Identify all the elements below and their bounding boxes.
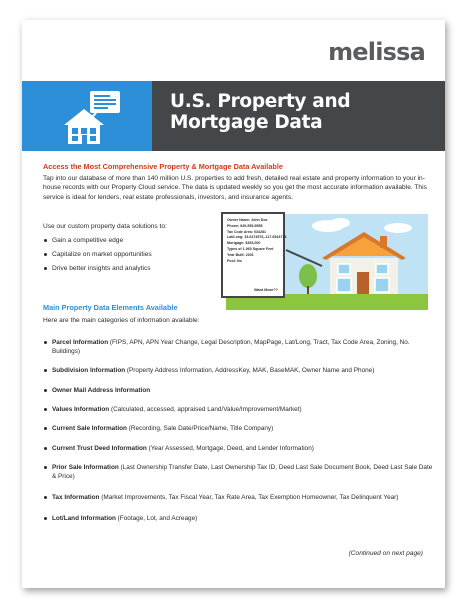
item-title: Current Sale Information (52, 425, 127, 432)
list-item (43, 366, 437, 375)
house-with-card-icon (60, 85, 132, 147)
item-title: Lot/Land Information (52, 515, 116, 522)
item-title: Current Trust Deed Information (52, 445, 147, 452)
item-detail: (Last Ownership Transfer Date, Last Ownership Tax ID, Deed Last Sale Document Book, Deed Last Sale Date & Price) (52, 464, 433, 481)
page-title (170, 91, 350, 133)
banner-icon-panel (22, 81, 152, 151)
list-item (43, 463, 437, 482)
item-title: Tax Information (52, 494, 100, 501)
card-row: Phone: 949-555-5555 (227, 223, 263, 228)
intro-paragraph: Tap into our database of more than 140 million U.S. properties to add fresh, detailed real estate and property information to your in-house records with our Property Cloud service. The data is updated weekly so you get the most accurate information available. This service is ideal for lenders, real estate professionals, investors, and insurance agents. (43, 175, 427, 201)
card-row: Types of 1-960 Square Feet (227, 246, 274, 251)
item-title: Subdivision Information (52, 367, 126, 374)
card-row: Mortgage: $393,000 (227, 241, 261, 246)
item-detail: (Calculated, accessed, appraised Land/Value/Improvement/Market) (109, 406, 302, 413)
item-detail: (Footage, Lot, and Acreage) (115, 515, 198, 522)
title-line-2: Mortgage Data (170, 112, 323, 133)
document-page (22, 20, 445, 588)
use-intro-line: Use our custom property data solutions to: (43, 223, 167, 230)
use-list (43, 236, 152, 278)
list-item (43, 386, 437, 395)
list-item (43, 405, 437, 414)
item-detail: (Recording, Sale Date/Price/Name, Title Company) (126, 425, 274, 432)
card-want-more: Want More?? (254, 288, 278, 292)
item-title: Values Information (52, 406, 110, 413)
use-item: Drive better insights and analytics (43, 264, 152, 278)
card-row: Tax Code Area: 034281 (227, 229, 266, 234)
item-detail: (Year Assessed, Mortgage, Deed, and Lender Information) (146, 445, 314, 452)
melissa-logo: melissa (328, 38, 425, 66)
list-item (43, 444, 437, 453)
list-item (43, 338, 437, 357)
card-row: Lat/Long: 33.6374576,-117.6543718 (227, 235, 287, 240)
item-detail: (Property Address Information, AddressKey, MAK, BaseMAK, Owner Name and Phone) (125, 367, 375, 374)
list-item (43, 493, 437, 502)
use-item: Gain a competitive edge (43, 236, 152, 250)
title-line-1: U.S. Property and (170, 91, 351, 112)
card-row: Owner Name: John Doe (227, 218, 268, 222)
continued-note: (Continued on next page) (348, 550, 423, 557)
item-title: Prior Sale Information (52, 464, 119, 471)
categories-intro: Here are the main categories of information available: (43, 317, 200, 324)
card-row: Year Built: 2001 (227, 252, 254, 257)
property-info-card (221, 212, 285, 298)
use-item: Capitalize on market opportunities (43, 250, 152, 264)
section-heading-elements: Main Property Data Elements Available (43, 303, 178, 312)
item-detail: (FIPS, APN, APN Year Change, Legal Description, MapPage, Lat/Long, Tract, Tax Code Area, Zoning, No. Buildings) (52, 339, 410, 356)
section-heading-access: Access the Most Comprehensive Property & Mortgage Data Available (43, 162, 283, 171)
list-item (43, 514, 437, 523)
item-title: Parcel Information (52, 339, 109, 346)
list-item (43, 424, 437, 433)
card-row: Pool: No (227, 258, 242, 263)
item-title: Owner Mail Address Information (52, 387, 151, 394)
title-banner (22, 81, 445, 151)
banner-title-panel (152, 81, 445, 151)
item-detail: (Market Improvements, Tax Fiscal Year, Tax Rate Area, Tax Exemption Homeowner, Tax Delinquent Year) (99, 494, 399, 501)
